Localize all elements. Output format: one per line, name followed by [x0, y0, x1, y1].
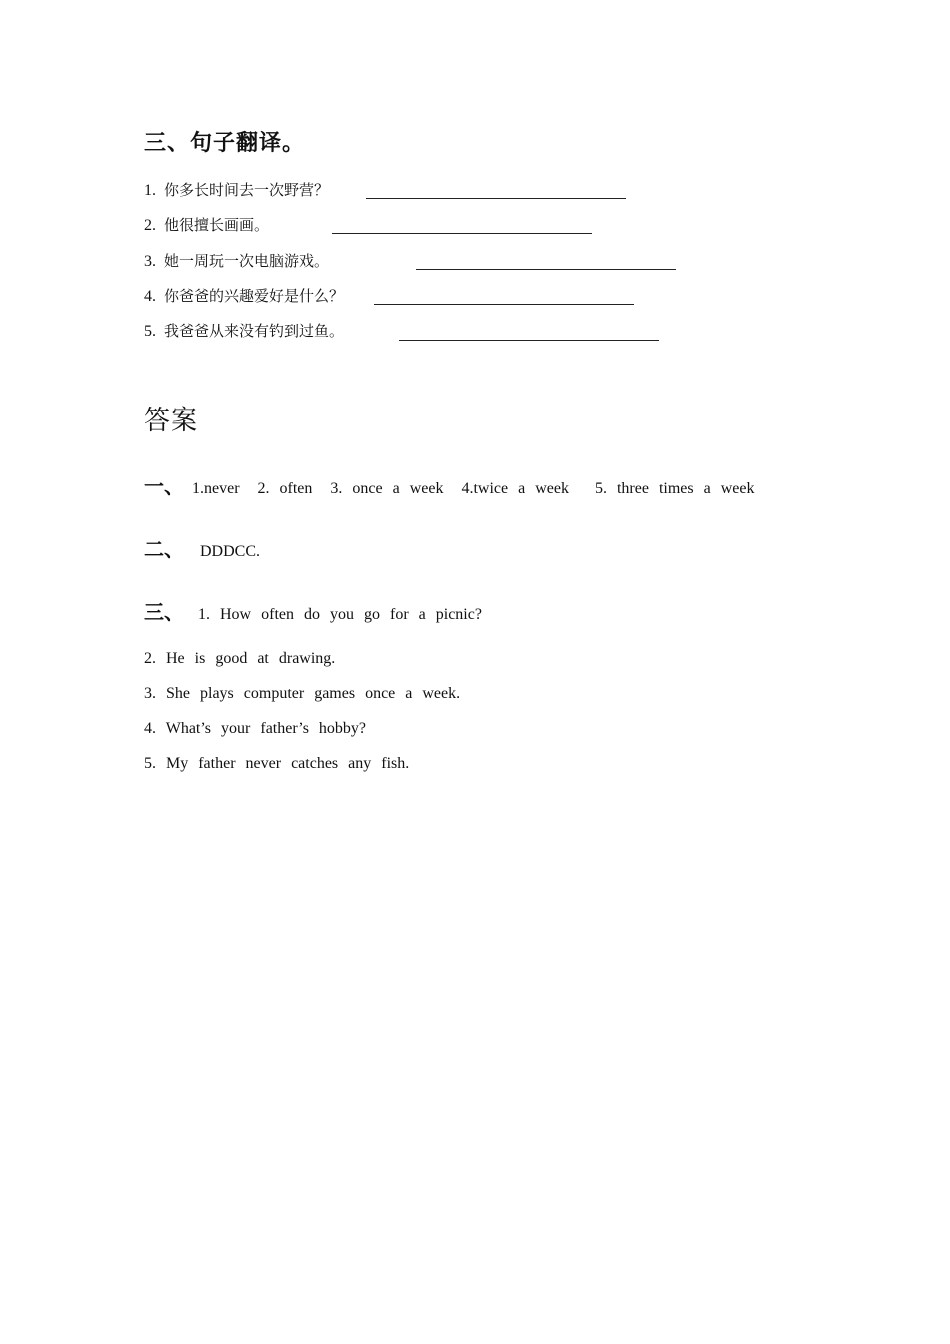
- answer-item: 1.never: [192, 480, 240, 497]
- section-title: 三、句子翻译。: [144, 131, 306, 156]
- question-number: 3.: [144, 253, 156, 270]
- answer-sentence-5: 5. My father never catches any fish.: [144, 755, 410, 772]
- answer-blank-1[interactable]: [366, 198, 626, 199]
- question-text: 他很擅长画画。: [164, 216, 270, 234]
- answer-sentence-3: 3. She plays computer games once a week.: [144, 685, 461, 702]
- answers-heading: 答案: [144, 406, 199, 436]
- question-text: 你多长时间去一次野营？: [164, 181, 330, 199]
- answer-sentence-2: 2. He is good at drawing.: [144, 650, 336, 667]
- answers-part-1: [144, 473, 768, 502]
- answers-part-2: [144, 536, 260, 565]
- question-text: 你爸爸的兴趣爱好是什么？: [164, 287, 345, 305]
- part-marker: 三、: [144, 600, 184, 624]
- answer-item: 3. once a week: [330, 480, 444, 497]
- question-5: [144, 319, 344, 343]
- answer-item: 2. often: [257, 480, 313, 497]
- answer-blank-5[interactable]: [399, 340, 659, 341]
- question-2: [144, 213, 269, 237]
- answer-item: 4.twice a week: [461, 480, 569, 497]
- answer-sentence-4: 4. What’s your father’s hobby?: [144, 720, 367, 737]
- question-number: 4.: [144, 288, 156, 305]
- question-text: 我爸爸从来没有钓到过鱼。: [164, 322, 345, 340]
- question-text: 她一周玩一次电脑游戏。: [164, 252, 330, 270]
- answers-part-3: [144, 599, 482, 628]
- question-number: 5.: [144, 323, 156, 340]
- answer-text: DDDCC.: [200, 543, 261, 560]
- question-3: [144, 249, 329, 273]
- question-number: 2.: [144, 217, 156, 234]
- question-number: 1.: [144, 182, 156, 199]
- part-marker: 二、: [144, 537, 184, 561]
- answer-sentence: 1. How often do you go for a picnic?: [198, 606, 482, 623]
- answer-blank-4[interactable]: [374, 304, 634, 305]
- question-1: [144, 178, 329, 202]
- part-marker: 一、: [144, 474, 184, 498]
- question-4: [144, 284, 344, 308]
- answer-blank-3[interactable]: [416, 269, 676, 270]
- answer-item: 5. three times a week: [594, 480, 755, 497]
- answer-blank-2[interactable]: [332, 233, 592, 234]
